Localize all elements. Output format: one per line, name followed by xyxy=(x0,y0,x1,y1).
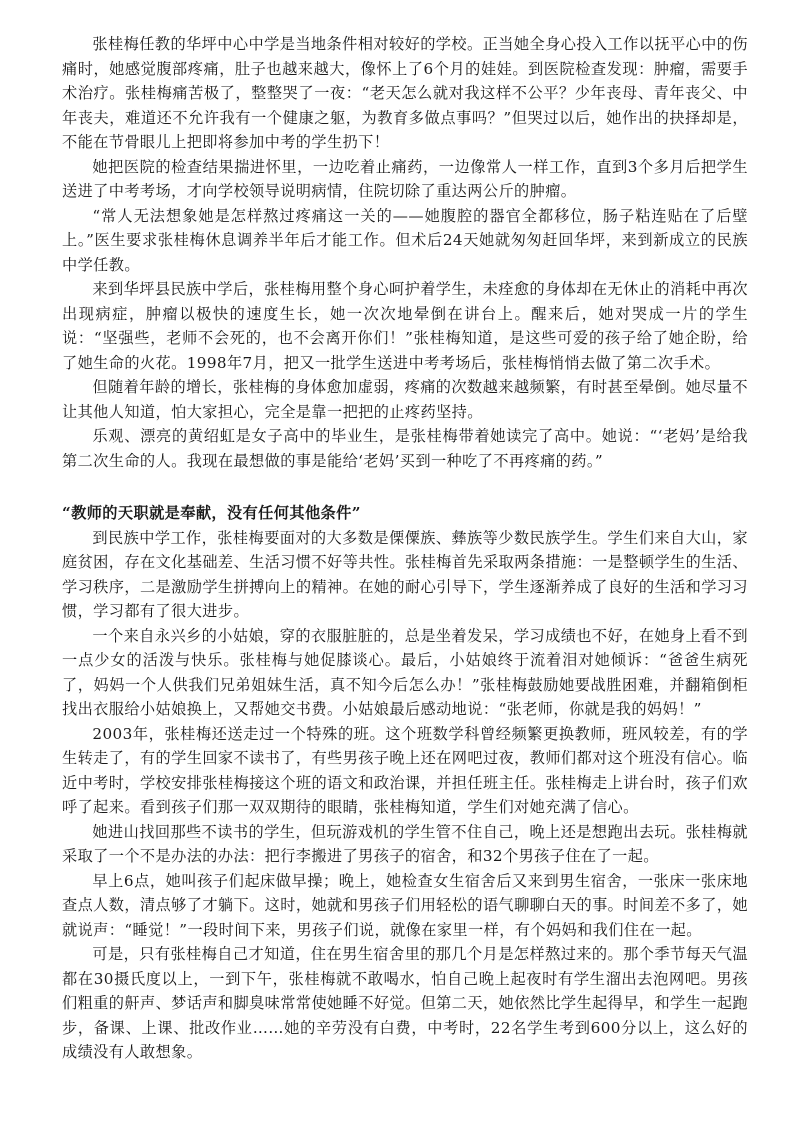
section-heading: “教师的天职就是奉献，没有任何其他条件” xyxy=(62,504,361,522)
paragraph: 一个来自永兴乡的小姑娘，穿的衣服脏脏的，总是坐着发呆，学习成绩也不好，在她身上看不到一点少女的活泼与快乐。张桂梅与她促膝谈心。最后，小姑娘终于流着泪对她倾诉：“爸爸生病死了，妈妈一个人供我们兄弟姐妹生活，真不知今后怎么办！”张桂梅鼓励她要战胜困难，并翻箱倒柜找出衣服给小姑娘换上，又帮她交书费。小姑娘最后感动地说：“张老师，你就是我的妈妈！” xyxy=(62,626,748,718)
paragraph: 她进山找回那些不读书的学生，但玩游戏机的学生管不住自己，晚上还是想跑出去玩。张桂梅就采取了一个不是办法的办法：把行李搬进了男孩子的宿舍，和32个男孩子住在了一起。 xyxy=(62,822,748,865)
paragraph: 乐观、漂亮的黄绍虹是女子高中的毕业生，是张桂梅带着她读完了高中。她说：“‘老妈’是给我第二次生命的人。我现在最想做的事是能给‘老妈’买到一种吃了不再疼痛的药。” xyxy=(62,427,748,470)
paragraph: 到民族中学工作，张桂梅要面对的大多数是傈僳族、彝族等少数民族学生。学生们来自大山，家庭贫困，存在文化基础差、生活习惯不好等共性。张桂梅首先采取两条措施：一是整顿学生的生活、学习秩序，二是激励学生拼搏向上的精神。在她的耐心引导下，学生逐渐养成了良好的生活和学习习惯，学习都有了很大进步。 xyxy=(62,528,748,620)
paragraph: 早上6点，她叫孩子们起床做早操；晚上，她检查女生宿舍后又来到男生宿舍，一张床一张床地查点人数，清点够了才躺下。这时，她就和男孩子们用轻松的语气聊聊白天的事。时间差不多了，她就说声：“睡觉！”一段时间下来，男孩子们说，就像在家里一样，有个妈妈和我们住在一起。 xyxy=(62,871,748,939)
paragraph: 来到华坪县民族中学后，张桂梅用整个身心呵护着学生，未痊愈的身体却在无休止的消耗中再次出现病症，肿瘤以极快的速度生长，她一次次地晕倒在讲台上。醒来后，她对哭成一片的学生说：“坚强些，老师不会死的，也不会离开你们！”张桂梅知道，是这些可爱的孩子给了她企盼，给了她生命的火花。1998年7月，把又一批学生送进中考考场后，张桂梅悄悄去做了第二次手术。 xyxy=(62,280,748,372)
paragraph: 但随着年龄的增长，张桂梅的身体愈加虚弱，疼痛的次数越来越频繁，有时甚至晕倒。她尽量不让其他人知道，怕大家担心，完全是靠一把把的止疼药坚持。 xyxy=(62,378,748,421)
article-body xyxy=(62,32,748,1065)
paragraph: “常人无法想象她是怎样熬过疼痛这一关的——她腹腔的器官全都移位，肠子粘连贴在了后壁上。”医生要求张桂梅休息调养半年后才能工作。但术后24天她就匆匆赶回华坪，来到新成立的民族中学任教。 xyxy=(62,206,748,274)
paragraph: 张桂梅任教的华坪中心中学是当地条件相对较好的学校。正当她全身心投入工作以抚平心中的伤痛时，她感觉腹部疼痛，肚子也越来越大，像怀上了6个月的娃娃。到医院检查发现：肿瘤，需要手术治疗。张桂梅痛苦极了，整整哭了一夜：“老天怎么就对我这样不公平？少年丧母、青年丧父、中年丧夫，难道还不允许我有一个健康之躯，为教育多做点事吗？”但哭过以后，她作出的抉择却是，不能在节骨眼儿上把即将参加中考的学生扔下！ xyxy=(62,35,748,151)
paragraph: 可是，只有张桂梅自己才知道，住在男生宿舍里的那几个月是怎样熬过来的。那个季节每天气温都在30摄氏度以上，一到下午，张桂梅就不敢喝水，怕自己晚上起夜时有学生溜出去泡网吧。男孩们粗重的鼾声、梦话声和脚臭味常常使她睡不好觉。但第二天，她依然比学生起得早，和学生一起跑步，备课、上课、批改作业……她的辛劳没有白费，中考时，22名学生考到600分以上，这么好的成绩没有人敢想象。 xyxy=(62,945,748,1061)
paragraph: 她把医院的检查结果揣进怀里，一边吃着止痛药，一边像常人一样工作，直到3个多月后把学生送进了中考考场，才向学校领导说明病情，住院切除了重达两公斤的肿瘤。 xyxy=(62,157,748,200)
paragraph: 2003年，张桂梅还送走过一个特殊的班。这个班数学科曾经频繁更换教师，班风较差，有的学生转走了，有的学生回家不读书了，有些男孩子晚上还在网吧过夜，教师们都对这个班没有信心。临近中考时，学校安排张桂梅接这个班的语文和政治课，并担任班主任。张桂梅走上讲台时，孩子们欢呼了起来。看到孩子们那一双双期待的眼睛，张桂梅知道，学生们对她充满了信心。 xyxy=(62,724,748,816)
